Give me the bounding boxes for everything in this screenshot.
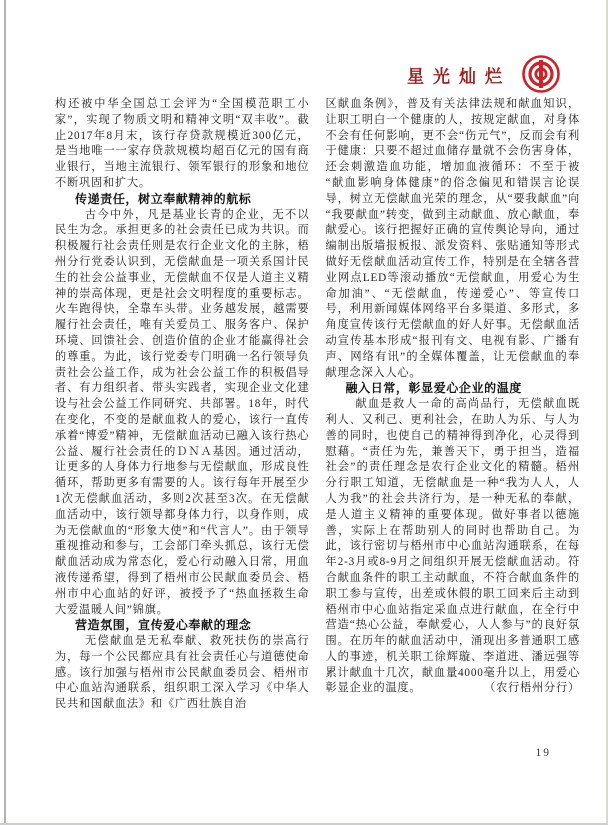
masthead-title: 星光灿烂 [407, 66, 511, 87]
article-body [55, 97, 580, 713]
left-column [55, 97, 322, 713]
page-header [0, 52, 561, 96]
page-number: 19 [535, 747, 551, 759]
section-heading: 融入日常，彰显爱心企业的温度 [345, 381, 522, 396]
section-heading: 传递责任，树立奉献精神的航标 [75, 191, 252, 206]
right-column [326, 97, 581, 713]
paragraph-text: 献血是救人一命的高尚品行，无偿献血既利人、又利己、更利社会，在助人为乐、与人为善的同时，也使自己的精神得到净化，心灵得到慰藉。“责任为先，兼善天下，勇于担当，造福社会”的责任理念是农行企业文化的精髓。梧州分行职工知道，无偿献血是一种“我为人人，人人为我”的社会共济行为，是一种无私的奉献，是人道主义精神的重要体现。做好事者以德施善，实际上在帮助别人的同时也帮助自己。为此，该行密切与梧州市中心血站沟通联系，在每年2-3月或8-9月之间组织开展无偿献血活动。符合献血条件的职工主动献血，不符合献血条件的职工参与宣传，出差或休假的职工回来后主动到梧州市中心血站指定采血点进行献血，在全行中营造“热心公益，奉献爱心，人人参与”的良好氛围。在历年的献血活动中，涌现出多普通职工感人的事迹，机关职工徐辉璇、李道进、潘远强等累计献血十几次，献血量4000毫升以上，用爱心彰显企业的温度。 [325, 398, 580, 695]
trade-union-emblem-icon [521, 54, 561, 94]
paragraph [326, 397, 581, 697]
page-left-edge [4, 0, 6, 825]
paragraph-continuation: 构还被中华全国总工会评为“全国模范职工小家”，实现了物质文明和精神文明“双丰收”。截止2017年8月末，该行存贷款规模近300亿元，是当地唯一一家存贷款规模均超百亿元的国有商业银行，当地主流银行、领军银行的形象和地位不断巩固和扩大。 [55, 98, 310, 189]
paragraph: 无偿献血是无私奉献、救死扶伤的崇高行为，每一个公民都应具有社会责任心与道德使命感。该行加强与梧州市公民献血委员会、梧州市中心血站沟通联系，组织职工深入学习《中华人民共和国献血法》和《广西壮族自治 [55, 635, 310, 711]
author-attribution: （农行梧州分行） [484, 682, 580, 695]
section-heading: 营造氛围，宣传爱心奉献的理念 [75, 618, 252, 633]
paragraph: 古今中外，凡是基业长青的企业，无不以民生为念。承担更多的社会责任已成为共识。而积极履行社会责任则是农行企业文化的主脉，梧州分行党委认识到，无偿献血是一项关系国计民生的社会公益事业，无偿献血不仅是人道主义精神的崇高体现，更是社会文明程度的重要标志。火车跑得快，全靠车头带。业务越发展，越需要履行社会责任，唯有关爱员工、服务客户、保护环境、回馈社会、创造价值的企业才能赢得社会的尊重。为此，该行党委专门明确一名行领导负责社会公益工作，成为社会公益工作的积极倡导者、有力组织者、带头实践者，实现企业文化建设与社会公益工作同研究、共部署。18年，时代在变化，不变的是献血救人的爱心，该行一直传承着“博爱”精神，无偿献血活动已融入该行热心公益、履行社会责任的ＤＮＡ基因。通过活动，让更多的人身体力行地参与无偿献血，形成良性循环，帮助更多有需要的人。该行每年开展至少1次无偿献血活动，多则2次甚至3次。在无偿献血活动中，该行领导都身体力行，以身作则，成为无偿献血的“形象大使”和“代言人”。由于领导重视推动和参与，工会部门牵头抓总，该行无偿献血活动成为常态化，爱心行动融入日常，用血液传递希望，得到了梧州市公民献血委员会、梧州市中心血站的好评，被授予了“热血拯救生命 大爱温暖人间”锦旗。 [55, 208, 322, 616]
paragraph-continuation: 区献血条例》，普及有关法律法规和献血知识，让职工明白一个健康的人，按规定献血，对身体不会有任何影响，更不会“伤元气”，反而会有利于健康：只要不超过血储存量就不会伤害身体，还会刺激造血功能，增加血液循环：不至于被“献血影响身体健康”的俗念偏见和错误言论误导，树立无偿献血光荣的理念，从“要我献血”向“我要献血”转变，做到主动献血、放心献血，奉献爱心。该行把握好正确的宣传舆论导向，通过编制出版墙报板报、派发资料、张贴通知等形式做好无偿献血活动宣传工作，特别是在全辖各营业网点LED等滚动播放“无偿献血，用爱心为生命加油”、“无偿献血，传递爱心”、等宣传口号，利用新闻媒体网络平台多渠道、多形式，多角度宣传该行无偿献血的好人好事。无偿献血活动宣传基本形成“报刊有文、电视有影、广播有声、网络有讯”的全媒体覆盖，让无偿献血的奉献理念深入人心。 [325, 98, 580, 379]
